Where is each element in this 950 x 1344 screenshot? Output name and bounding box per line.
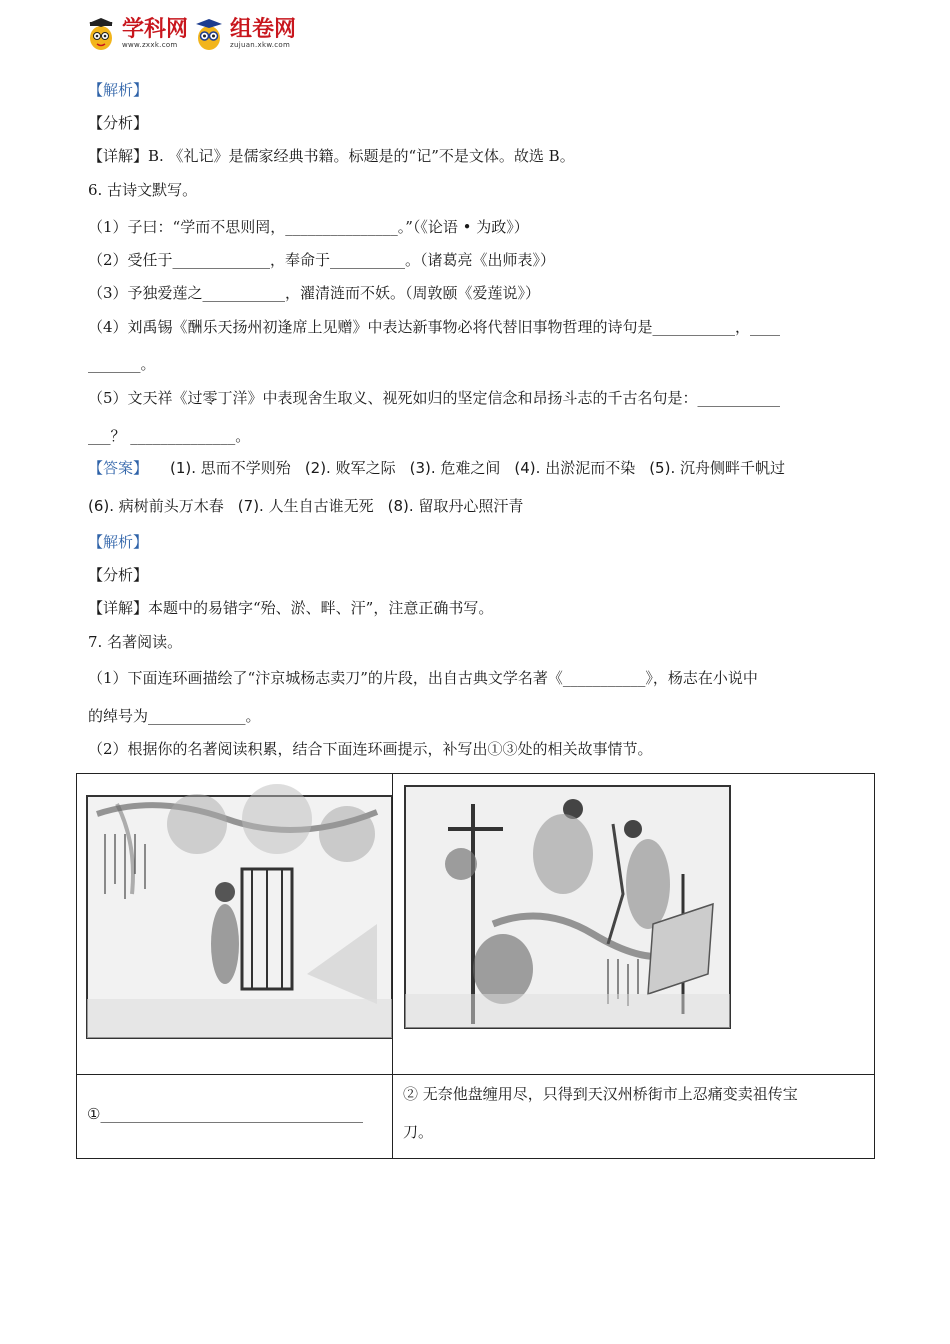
q6-part1: （1）子曰：“学而不思则罔，_______________。”（《论语 • 为政》） — [88, 218, 529, 236]
comic-cell-1 — [77, 774, 393, 1075]
answer-item: (5). 沉舟侧畔千帆过 — [649, 459, 785, 477]
mascot-logo-icon — [86, 17, 116, 51]
answer-item: (7). 人生自古谁无死 — [237, 497, 374, 515]
question-6-title: 6. 古诗文默写。 — [88, 181, 198, 199]
answer-item: (8). 留取丹心照汗青 — [387, 497, 524, 515]
q6-part5-cont: ___？ ______________。 — [88, 427, 251, 445]
fenxi-label: 【分析】 — [88, 114, 149, 132]
zujuanwang-logo — [230, 19, 296, 49]
analysis-label: 【解析】 — [88, 81, 149, 99]
q6-part4: （4）刘禹锡《酬乐天扬州初逢席上见赠》中表达新事物必将代替旧事物哲理的诗句是___________，____ — [88, 318, 781, 336]
detail-q6: 【详解】本题中的易错字“殆、淤、畔、汗”，注意正确书写。 — [88, 599, 494, 617]
q6-part2: （2）受任于_____________，奉命于__________。（诸葛亮《出师表》） — [88, 251, 556, 269]
q7-part1-cont: 的绰号为_____________。 — [88, 707, 261, 725]
answer-label: 【答案】 — [88, 459, 149, 477]
page-header — [86, 12, 296, 56]
zujuanwang-logo-text: 组卷网 — [230, 17, 297, 42]
zujuanwang-url: zujuan.xkw.com — [230, 41, 291, 49]
blank-1-text: ①___________________________________ — [87, 1105, 363, 1123]
answer-row-1 — [88, 458, 785, 478]
xuekewang-url: www.zxxk.com — [122, 41, 178, 49]
detail-q5: 【详解】B. 《礼记》是儒家经典书籍。标题是的“记”不是文体。故选 B。 — [88, 147, 575, 165]
analysis-label-2: 【解析】 — [88, 533, 149, 551]
story-cell-2 — [393, 1075, 875, 1159]
question-7-title: 7. 名著阅读。 — [88, 633, 183, 651]
comic-text-row — [77, 1075, 875, 1159]
answer-item: (1). 思而不学则殆 — [170, 459, 291, 477]
q6-part5: （5）文天祥《过零丁洋》中表现舍生取义、视死如归的坚定信念和昂扬斗志的千古名句是：___________ — [88, 389, 781, 407]
xuekewang-logo-text: 学科网 — [122, 17, 189, 42]
q7-part2: （2）根据你的名著阅读积累，结合下面连环画提示，补写出①③处的相关故事情节。 — [88, 740, 653, 758]
q7-part1: （1）下面连环画描绘了“汴京城杨志卖刀”的片段，出自古典文学名著《___________》，杨志在小说中 — [88, 669, 758, 687]
comic-cell-2 — [393, 774, 875, 1075]
answer-item: (2). 败军之际 — [304, 459, 396, 477]
xuekewang-logo — [122, 19, 188, 49]
q6-part4-cont: _______。 — [88, 355, 156, 373]
story-2-line1: ② 无奈他盘缠用尽，只得到天汉州桥街市上忍痛变卖祖传宝 — [403, 1085, 798, 1103]
comic-table — [76, 773, 875, 1159]
q6-part3: （3）予独爱莲之___________，濯清涟而不妖。（周敦颐《爱莲说》） — [88, 284, 541, 302]
answer-item: (3). 危难之间 — [409, 459, 501, 477]
answer-item: (6). 病树前头万木春 — [88, 497, 224, 515]
comic-illustration-2 — [393, 774, 874, 1070]
blank-cell-1 — [77, 1075, 393, 1159]
comic-image-row — [77, 774, 875, 1075]
story-2-line2: 刀。 — [403, 1123, 434, 1141]
fenxi-label-2: 【分析】 — [88, 566, 149, 584]
comic-illustration-1 — [77, 774, 392, 1070]
owl-logo-icon — [194, 17, 224, 51]
answer-row-2 — [88, 496, 537, 516]
answer-item: (4). 出淤泥而不染 — [514, 459, 636, 477]
